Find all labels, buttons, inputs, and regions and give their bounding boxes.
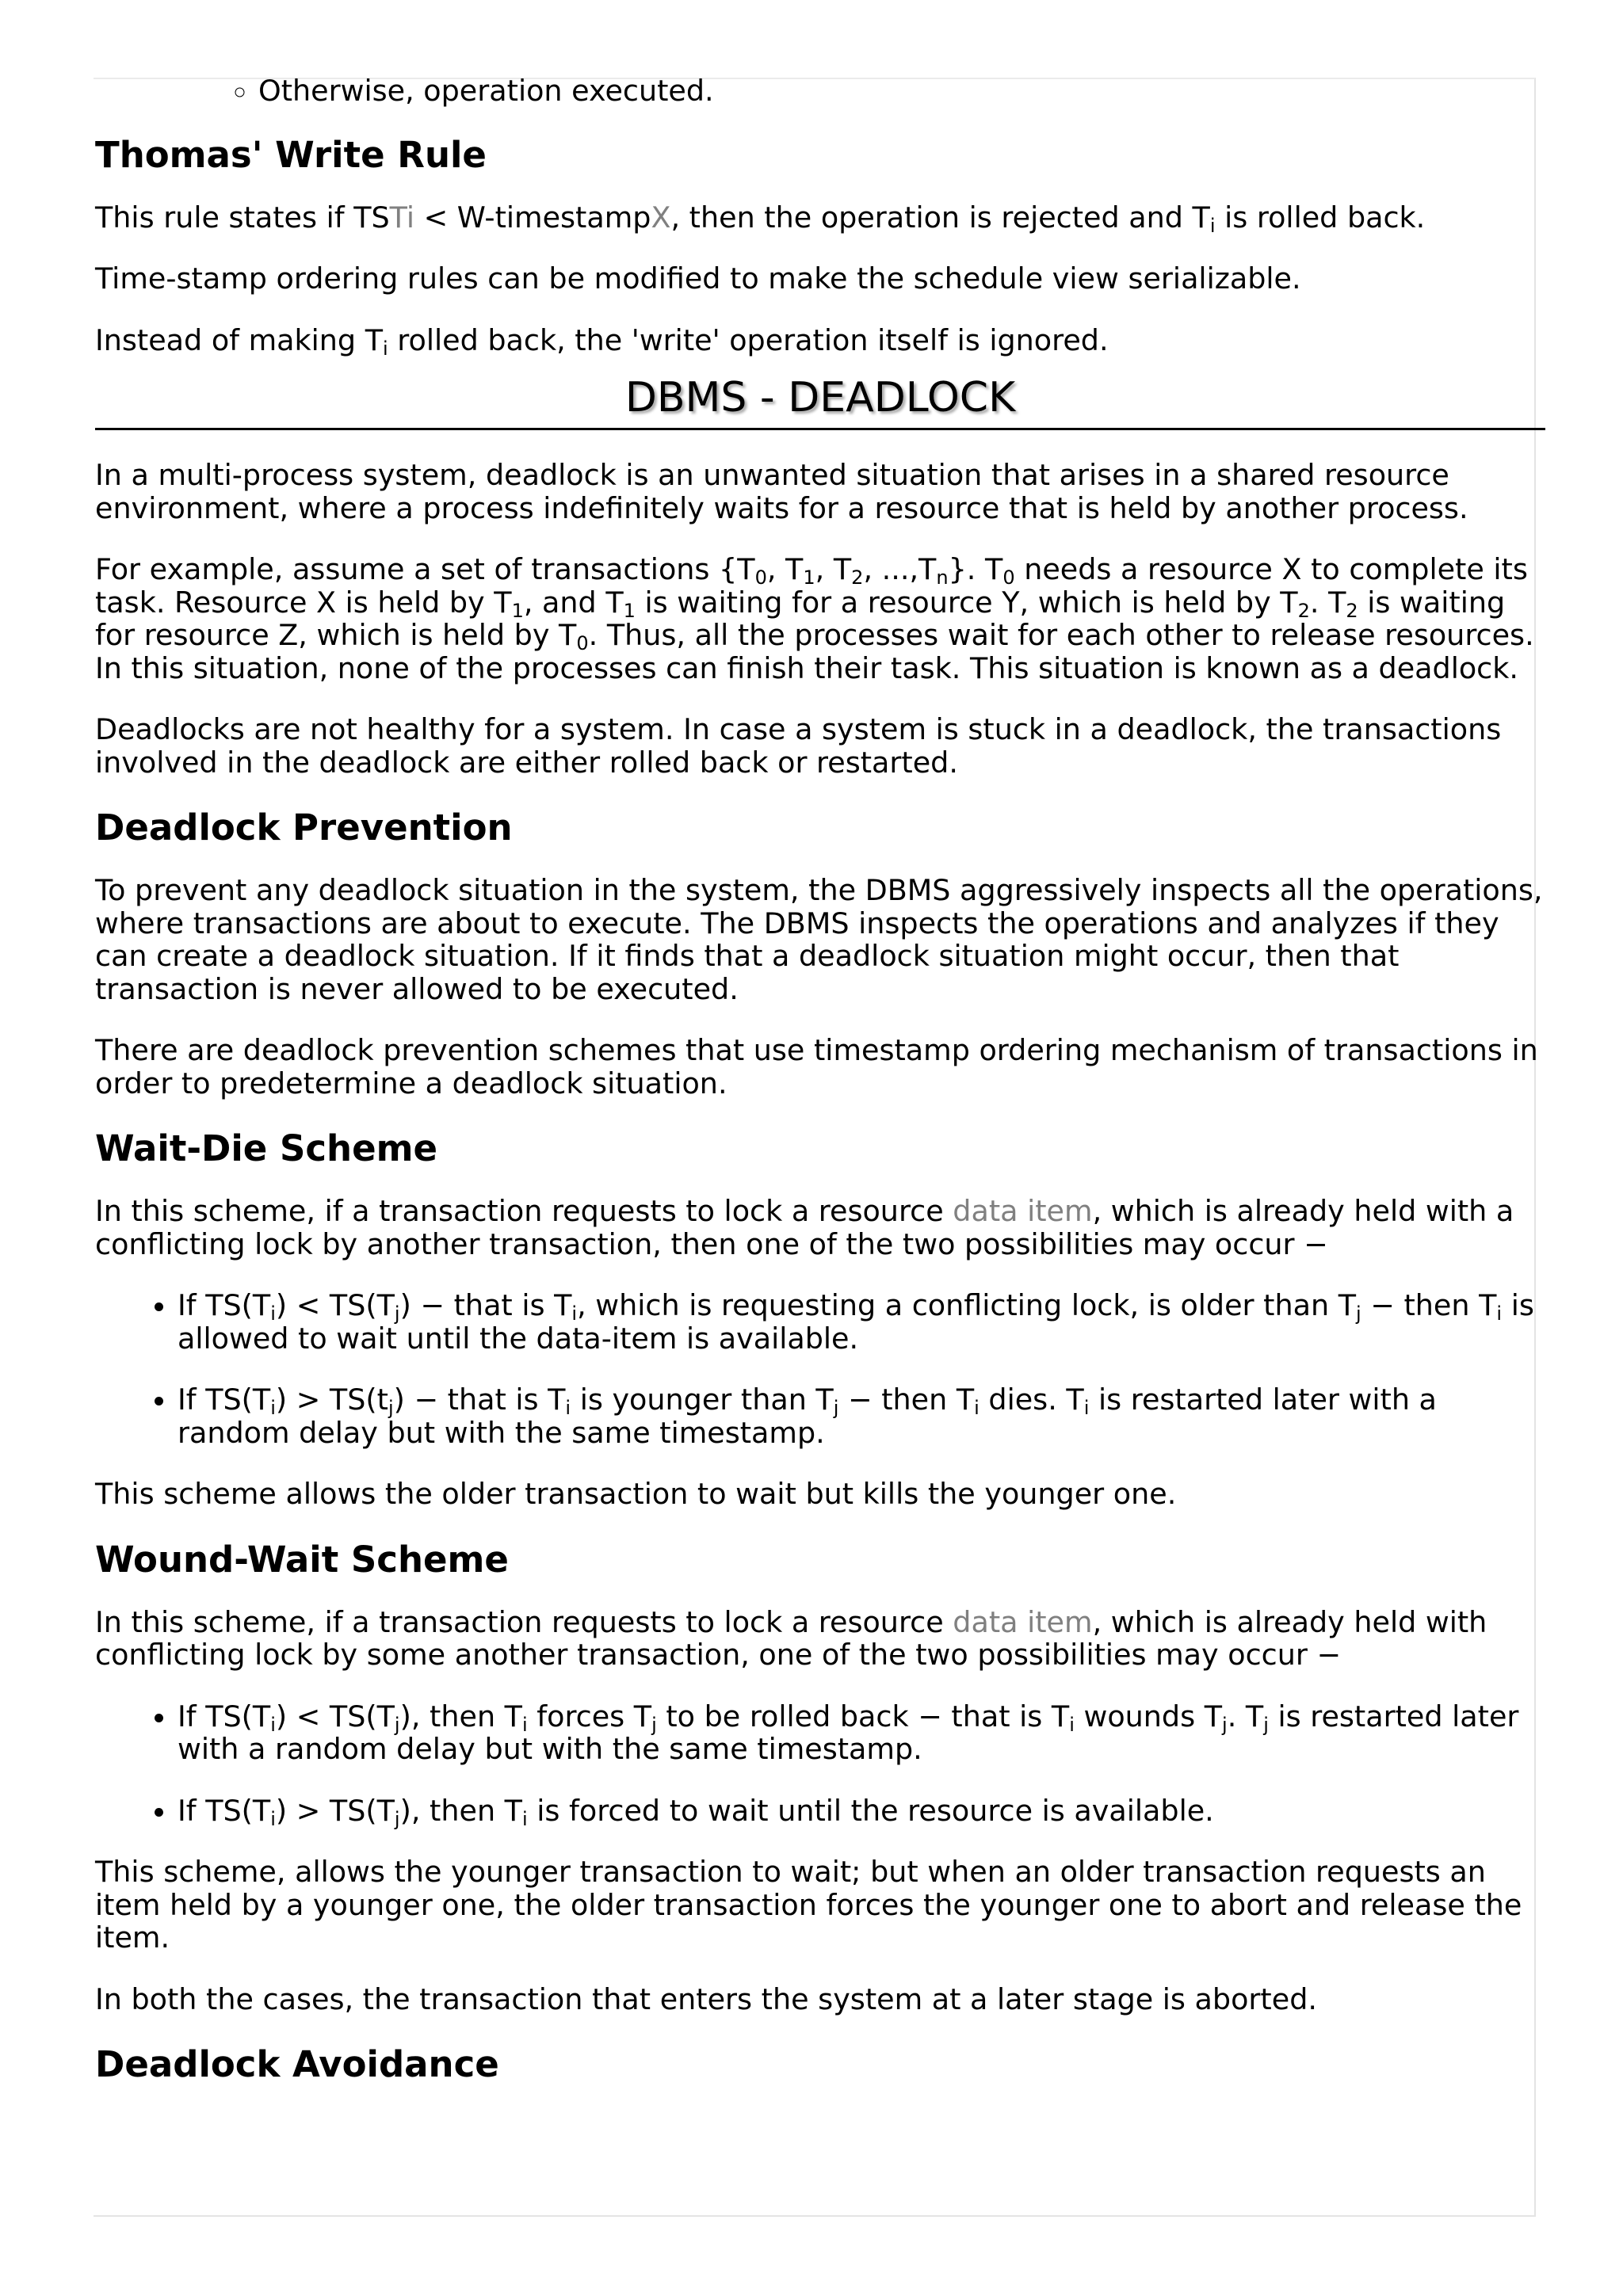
list-item: • If $TS(T_i) < TS(T_j)$, then $T_i$ forces $T_j$ to be rolled back − that is $T_i$ wounds $T_j$. $T_j$ is restarted later with a random delay but with the same timestamp. xyxy=(178,1700,1545,1766)
wound-wait-heading: Wound-Wait Scheme xyxy=(95,1538,509,1581)
thomas-rule-paragraph: This rule states if TSTi < W-timestampX, then the operation is rejected and $T_i$ is rolled back. xyxy=(95,200,1426,237)
deadlock-paragraph-2: For example, assume a set of transactions {$T_0$, $T_1$, $T_2$, $...,T_n$}. $T_0$ needs a resource X to complete its task. Resource X is held by $T_1$, and $T_1$ is waiting for a resource Y, which is held by $T_2$. $T_2$ is waiting for resource Z, which is held by $T_0$. Thus, all the processes wait for each other to release resources. In this situation, none of the processes can finish their task. This situation is known as a deadlock. xyxy=(95,552,1534,685)
wait-die-list xyxy=(95,1289,1545,1449)
page-title: DBMS - DEADLOCK xyxy=(95,374,1545,430)
data-item-link[interactable]: data item xyxy=(953,1194,1093,1228)
thomas-write-rule-heading: Thomas' Write Rule xyxy=(95,133,487,176)
document-content xyxy=(95,74,1545,2111)
intro-list xyxy=(95,74,1545,108)
wound-wait-outro-1: This scheme, allows the younger transaction to wait; but when an older transaction requests an item held by a younger one, the older transaction forces the younger one to abort and release the item. xyxy=(95,1855,1522,1955)
list-item: ◦ Otherwise, operation executed. xyxy=(258,74,1545,108)
deadlock-paragraph-3: Deadlocks are not healthy for a system. In case a system is stuck in a deadlock, the transactions involved in the deadlock are either rolled back or restarted. xyxy=(95,712,1502,780)
wait-die-heading: Wait-Die Scheme xyxy=(95,1127,438,1169)
list-item: • If $TS(T_i) < TS(T_j)$ − that is $T_i$, which is requesting a conflicting lock, is older than $T_j$ − then $T_i$ is allowed to wait until the data-item is available. xyxy=(178,1289,1545,1355)
wound-wait-outro-2: In both the cases, the transaction that enters the system at a later stage is aborted. xyxy=(95,1981,1317,2016)
thomas-paragraph-3: Instead of making $T_i$ rolled back, the 'write' operation itself is ignored. xyxy=(95,322,1109,360)
deadlock-paragraph-1: In a multi-process system, deadlock is an unwanted situation that arises in a shared resource environment, where a process indefinitely waits for a resource that is held by another process. xyxy=(95,458,1468,525)
x-link[interactable]: X xyxy=(651,200,671,235)
wait-die-outro: This scheme allows the older transaction to wait but kills the younger one. xyxy=(95,1477,1177,1511)
wait-die-intro: In this scheme, if a transaction requests to lock a resource data item, which is already held with a conflicting lock by another transaction, then one of the two possibilities may occur − xyxy=(95,1194,1514,1261)
deadlock-avoidance-heading: Deadlock Avoidance xyxy=(95,2043,499,2085)
list-item: • If $TS(T_i) > TS(t_j)$ − that is $T_i$ is younger than $T_j$ − then $T_i$ dies. $T_i$ is restarted later with a random delay but with the same timestamp. xyxy=(178,1383,1545,1449)
prevention-paragraph-2: There are deadlock prevention schemes that use timestamp ordering mechanism of transactions in order to predetermine a deadlock situation. xyxy=(95,1033,1538,1100)
deadlock-prevention-heading: Deadlock Prevention xyxy=(95,807,513,849)
data-item-link[interactable]: data item xyxy=(953,1604,1093,1639)
ti-link[interactable]: Ti xyxy=(389,200,414,235)
wound-wait-list xyxy=(95,1700,1545,1828)
prevention-paragraph-1: To prevent any deadlock situation in the system, the DBMS aggressively inspects all the operations, where transactions are about to execute. The DBMS inspects the operations and analyzes if they can create a deadlock situation. If it finds that a deadlock situation might occur, then that transaction is never allowed to be executed. xyxy=(95,873,1543,1006)
wound-wait-intro: In this scheme, if a transaction requests to lock a resource data item, which is already held with conflicting lock by some another transaction, one of the two possibilities may occur − xyxy=(95,1604,1487,1672)
list-item: • If $TS(T_i) > TS(T_j)$, then $T_i$ is forced to wait until the resource is available. xyxy=(178,1794,1545,1828)
thomas-paragraph-2: Time-stamp ordering rules can be modified to make the schedule view serializable. xyxy=(95,261,1301,296)
